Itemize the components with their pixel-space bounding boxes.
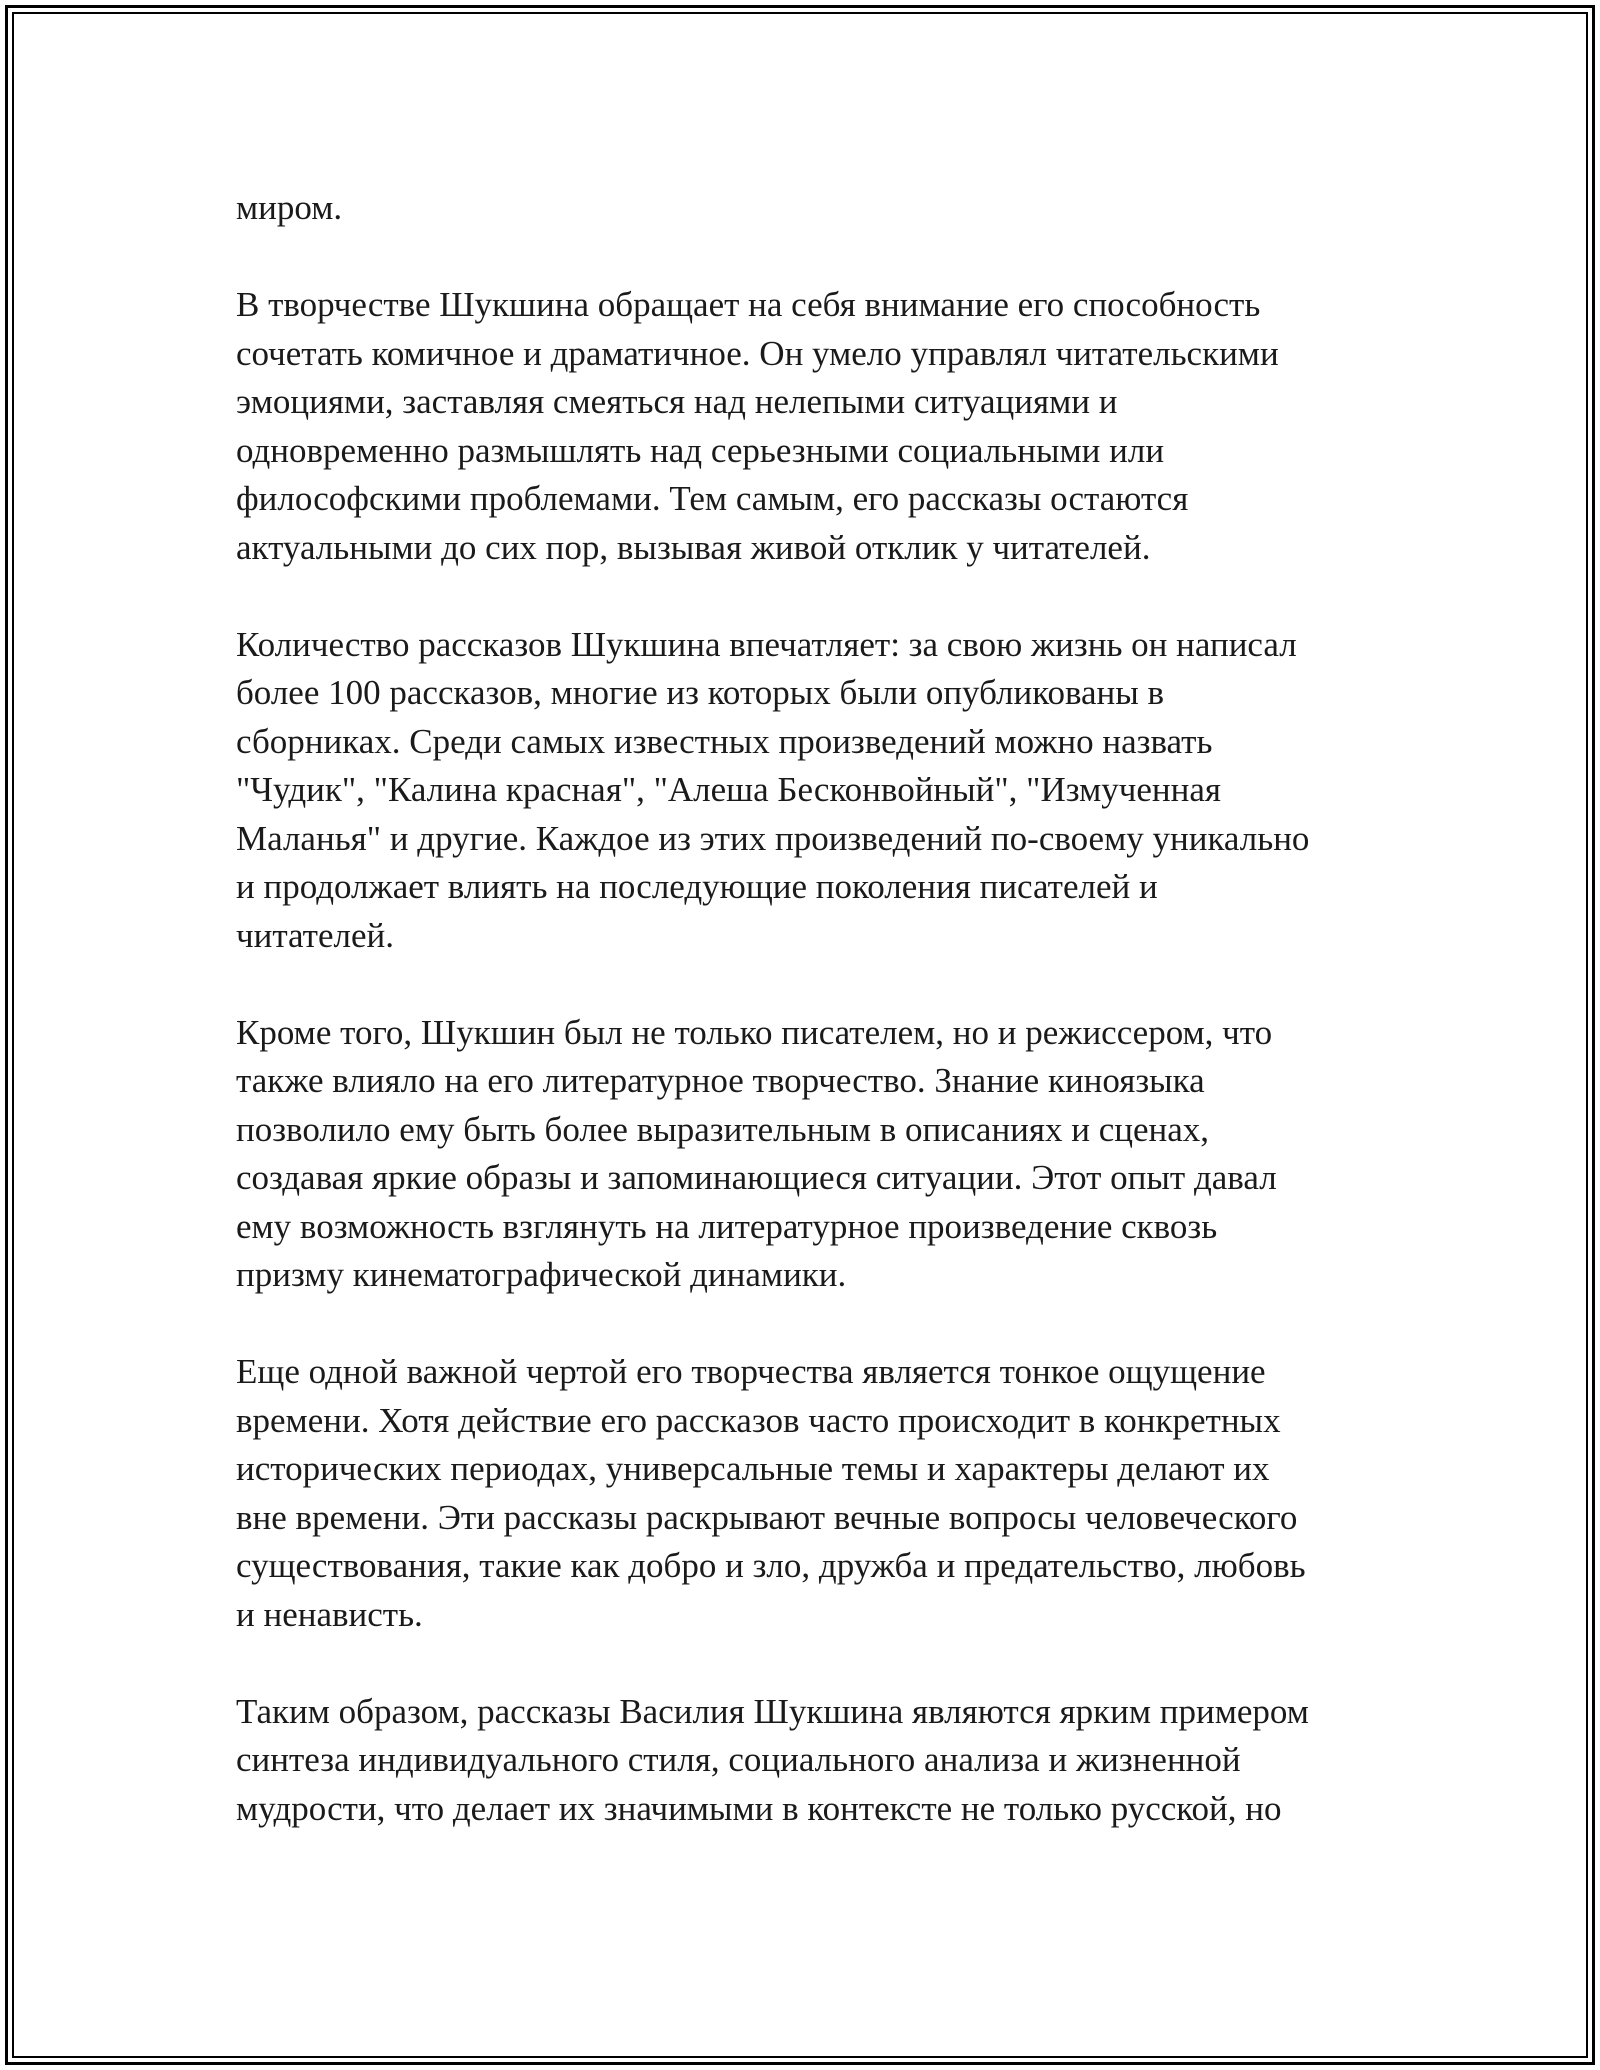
text-line: времени. Хотя действие его рассказов часто происходит в конкретных	[236, 1400, 1281, 1440]
text-line: позволило ему быть более выразительным в описаниях и сценах,	[236, 1109, 1210, 1149]
paragraph-gap	[236, 960, 1386, 1009]
text-line: сочетать комичное и драматичное. Он умело управлял читательскими	[236, 333, 1279, 373]
text-line: одновременно размышлять над серьезными социальными или	[236, 430, 1165, 470]
text-line: существования, такие как добро и зло, дружба и предательство, любовь	[236, 1546, 1306, 1585]
paragraph-1	[236, 184, 1386, 233]
text-line: создавая яркие образы и запоминающиеся ситуации. Этот опыт давал	[236, 1158, 1277, 1197]
paragraph-gap	[236, 233, 1386, 282]
text-line: вне времени. Эти рассказы раскрывают вечные вопросы человеческого	[236, 1497, 1298, 1537]
text-line: также влияло на его литературное творчество. Знание киноязыка	[236, 1061, 1205, 1100]
text-line: сборниках. Среди самых известных произведений можно назвать	[236, 721, 1213, 761]
text-line: Еще одной важной чертой его творчества является тонкое ощущение	[236, 1352, 1266, 1391]
paragraph-6	[236, 1688, 1386, 1834]
text-line: мудрости, что делает их значимыми в контексте не только русской, но	[236, 1788, 1282, 1828]
text-line: миром.	[236, 188, 343, 227]
text-line: "Чудик", "Калина красная", "Алеша Бесконвойный", "Измученная	[236, 770, 1221, 809]
text-line: и продолжает влиять на последующие поколения писателей и	[236, 867, 1158, 906]
paragraph-gap	[236, 1300, 1386, 1349]
text-line: В творчестве Шукшина обращает на себя внимание его способность	[236, 285, 1261, 324]
text-line: более 100 рассказов, многие из которых были опубликованы в	[236, 673, 1165, 712]
text-line: Количество рассказов Шукшина впечатляет: за свою жизнь он написал	[236, 624, 1297, 664]
text-line: эмоциями, заставляя смеяться над нелепыми ситуациями и	[236, 382, 1118, 421]
paragraph-5	[236, 1348, 1386, 1639]
text-line: Кроме того, Шукшин был не только писателем, но и режиссером, что	[236, 1012, 1273, 1052]
paragraph-gap	[236, 1639, 1386, 1688]
text-line: Таким образом, рассказы Василия Шукшина являются ярким примером	[236, 1691, 1309, 1731]
paragraph-3	[236, 621, 1386, 961]
paragraph-4	[236, 1009, 1386, 1300]
text-line: ему возможность взглянуть на литературное произведение сквозь	[236, 1206, 1218, 1246]
text-line: и ненависть.	[236, 1594, 423, 1634]
text-line: исторических периодах, универсальные темы и характеры делают их	[236, 1449, 1270, 1488]
paragraph-gap	[236, 572, 1386, 621]
text-line: философскими проблемами. Тем самым, его рассказы остаются	[236, 479, 1189, 518]
paragraph-2	[236, 281, 1386, 572]
document-body	[236, 184, 1386, 1833]
text-line: Маланья" и другие. Каждое из этих произведений по-своему уникально	[236, 818, 1310, 858]
text-line: синтеза индивидуального стиля, социального анализа и жизненной	[236, 1740, 1241, 1779]
text-line: читателей.	[236, 915, 394, 955]
text-line: актуальными до сих пор, вызывая живой отклик у читателей.	[236, 527, 1151, 567]
text-line: призму кинематографической динамики.	[236, 1255, 847, 1294]
